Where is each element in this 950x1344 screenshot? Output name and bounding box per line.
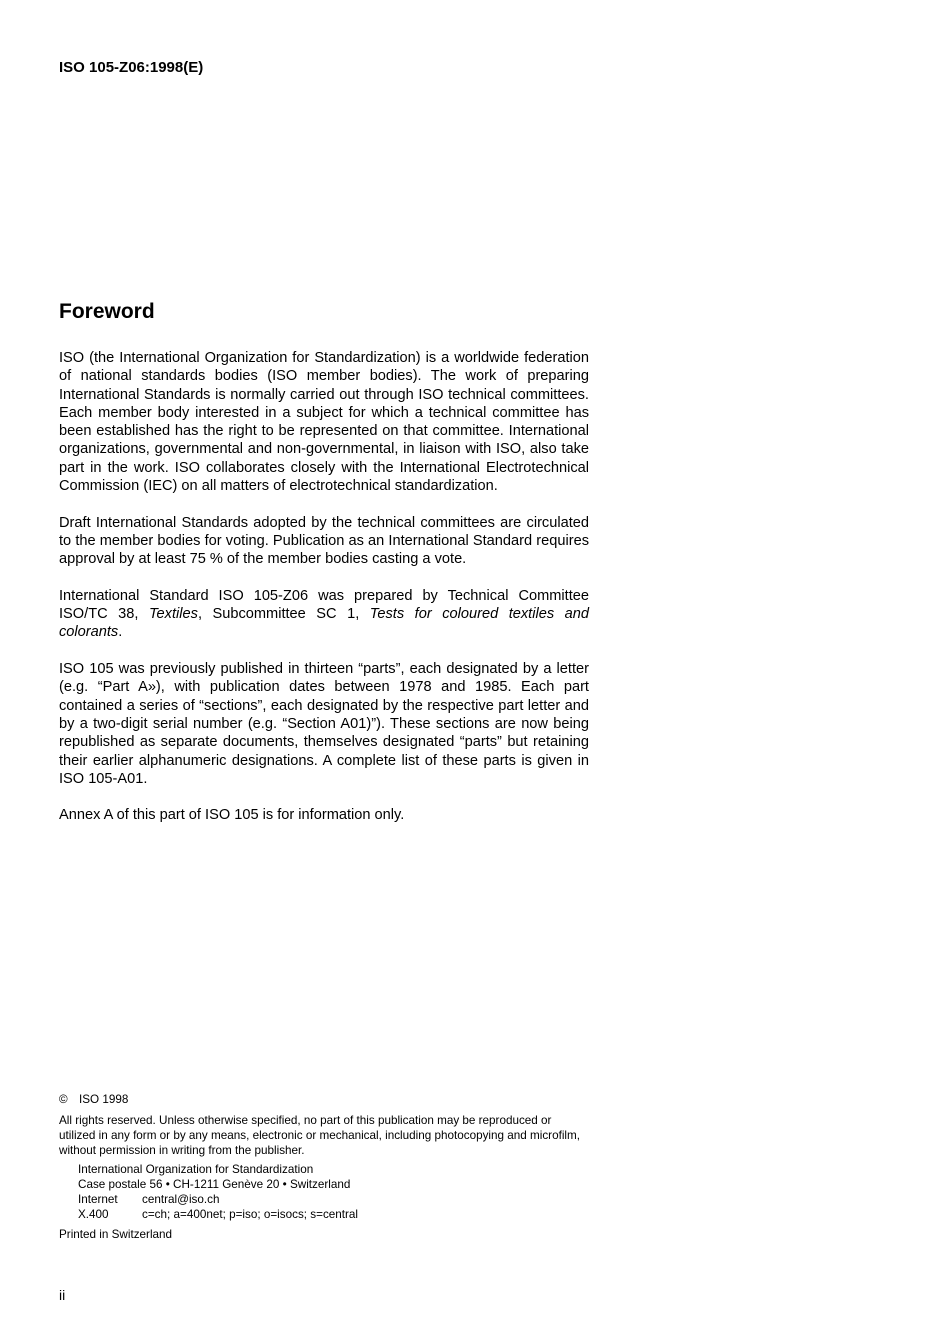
- foreword-heading: Foreword: [59, 300, 155, 323]
- paragraph-3-start: International Standard ISO 105-Z06 was prepared by Technical Committee ISO/TC 38,: [59, 587, 589, 623]
- committee-name: Textiles: [148, 606, 198, 623]
- printed-in: Printed in Switzerland: [59, 1228, 173, 1241]
- foreword-paragraph-1: ISO (the International Organization for Standardization) is a worldwide federation of national standards bodies (ISO member bodies). The work of preparing International Standards is normally carried out through ISO technical committees. Each member body interested in a subject for which a technical committee has been established has the right to be represented on that committee. International organizations, governmental and non-governmental, in liaison with ISO, also take part in the work. ISO collaborates closely with the International Electrotechnical Commission (IEC) on all matters of electrotechnical standardization.: [59, 350, 589, 495]
- foreword-body: [59, 349, 589, 825]
- internet-label: Internet: [78, 1193, 118, 1206]
- foreword-paragraph-3: [59, 587, 589, 642]
- copyright-text: ISO 1998: [79, 1093, 129, 1106]
- postal-address: Case postale 56 • CH-1211 Genève 20 • Switzerland: [78, 1178, 351, 1191]
- copyright-notice: [59, 1092, 589, 1242]
- org-name: International Organization for Standardization: [78, 1163, 314, 1176]
- copyright-line: [59, 1092, 589, 1107]
- internet-row: [78, 1192, 589, 1207]
- page-number: ii: [59, 1287, 66, 1303]
- foreword-paragraph-4: ISO 105 was previously published in thirteen “parts”, each designated by a letter (e.g. “Part A»), with publication dates between 1978 and 1985. Each part contained a series of “sections”, each designated by the respective part letter and by a two-digit serial number (e.g. “Section A01)”). These sections are now being republished as separate documents, themselves designated “parts” but retaining their earlier alphanumeric designations. A complete list of these parts is given in ISO 105-A01.: [59, 661, 589, 787]
- document-identifier: ISO 105-Z06:1998(E): [59, 59, 204, 76]
- x400-label: X.400: [78, 1208, 109, 1221]
- x400-value: c=ch; a=400net; p=iso; o=isocs; s=central: [142, 1208, 359, 1221]
- paragraph-3-mid: , Subcommittee SC 1,: [197, 606, 370, 623]
- publisher-address: [78, 1162, 589, 1222]
- copyright-icon: ©: [59, 1093, 68, 1106]
- rights-statement: All rights reserved. Unless otherwise specified, no part of this publication may be reproduced or utilized in any form or by any means, electronic or mechanical, including photocopying and microfilm, without permission in writing from the publisher.: [59, 1114, 580, 1157]
- paragraph-3-end: .: [118, 624, 123, 641]
- foreword-paragraph-5: Annex A of this part of ISO 105 is for information only.: [59, 807, 405, 824]
- subcommittee-name: Tests for coloured textiles and colorants: [59, 606, 589, 641]
- x400-row: [78, 1207, 589, 1222]
- internet-value: central@iso.ch: [142, 1193, 220, 1206]
- foreword-paragraph-2: Draft International Standards adopted by the technical committees are circulated to the member bodies for voting. Publication as an International Standard requires approval by at least 75 % of the member bodies casting a vote.: [59, 514, 589, 568]
